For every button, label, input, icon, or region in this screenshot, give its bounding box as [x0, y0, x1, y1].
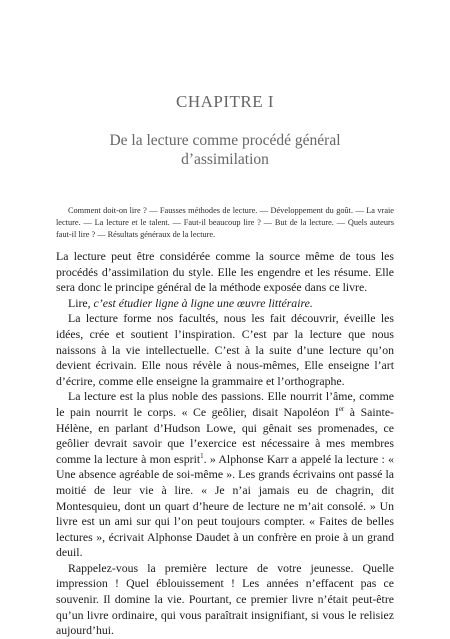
paragraph-2-definition: c’est étudier ligne à ligne une œuvre littéraire. — [93, 295, 313, 310]
paragraph-4-part-2: à Sainte-Hélène, en parlant d’Hudson Lowe, qui gênait ses promenades, ce geôlier devrait savoir que l’exercice est nécessaire à mes membres comme la lecture à mon esprit — [56, 404, 394, 466]
paragraph-3: La lecture forme nos facultés, nous les fait découvrir, éveille les idées, crée et soutient l’inspiration. C’est par la lecture que nous naissons à la vie intellectuelle. C’est à la suite d’une lecture qu’on devient écrivain. Elle nous révèle à nous-mêmes, Elle enseigne l’art d’écrire, comme elle enseigne la grammaire et l’orthographe. — [56, 311, 394, 388]
ordinal-superscript: er — [338, 405, 345, 414]
paragraph-4 — [56, 389, 394, 561]
paragraph-1: La lecture peut être considérée comme la source même de tous les procédés d’assimilation du style. Elle les engendre et les résume. Elle sera donc le principe général de la méthode exposée dans ce livre. — [56, 249, 394, 295]
chapter-summary: Comment doit-on lire ? — Fausses méthodes de lecture. — Développement du goût. — La vraie lecture. — La lecture et le talent. — Faut-il beaucoup lire ? — But de la lecture. — Quels auteurs faut-il lire ? — Résultats généraux de la lecture. — [56, 206, 394, 239]
chapter-title-line-1: De la lecture comme procédé général — [109, 132, 341, 149]
chapter-body — [56, 249, 394, 639]
footnote-marker[interactable]: 1 — [200, 451, 204, 460]
paragraph-4-part-1: La lecture est la plus noble des passions. Elle nourrit l’âme, comme le pain nourrit le corps. « Ce geôlier, disait Napoléon I — [56, 389, 394, 419]
paragraph-5: Rappelez-vous la première lecture de votre jeunesse. Quelle impression ! Quel éblouissement ! Les années n’effacent pas ce souvenir. Il domine la vie. Pourtant, ce premier livre n’était peut-être qu’un livre ordinaire, qui vous paraîtrait insignifiant, si vous le relisiez aujourd’hui. — [56, 560, 394, 638]
paragraph-2-lead: Lire, — [68, 295, 94, 310]
chapter-title — [56, 131, 394, 169]
book-page — [56, 0, 394, 638]
paragraph-2 — [56, 296, 394, 312]
paragraph-4-part-3: . » Alphonse Karr a appelé la lecture : « Une absence agréable de soi-même ». Les grands écrivains ont passé la moitié de leur vie à lire. « Je n’ai jamais eu de chagrin, dit Montesquieu, dont un quart d’heure de lecture ne m’ait consolé. » Un livre est un ami sur qui l’on peut toujours compter. « Faites de belles lectures », écrivait Alphonse Daudet à un confrère en proie à un grand deuil. — [56, 451, 394, 560]
chapter-title-line-2: d’assimilation — [181, 151, 269, 168]
chapter-heading: CHAPITRE I — [175, 92, 275, 111]
